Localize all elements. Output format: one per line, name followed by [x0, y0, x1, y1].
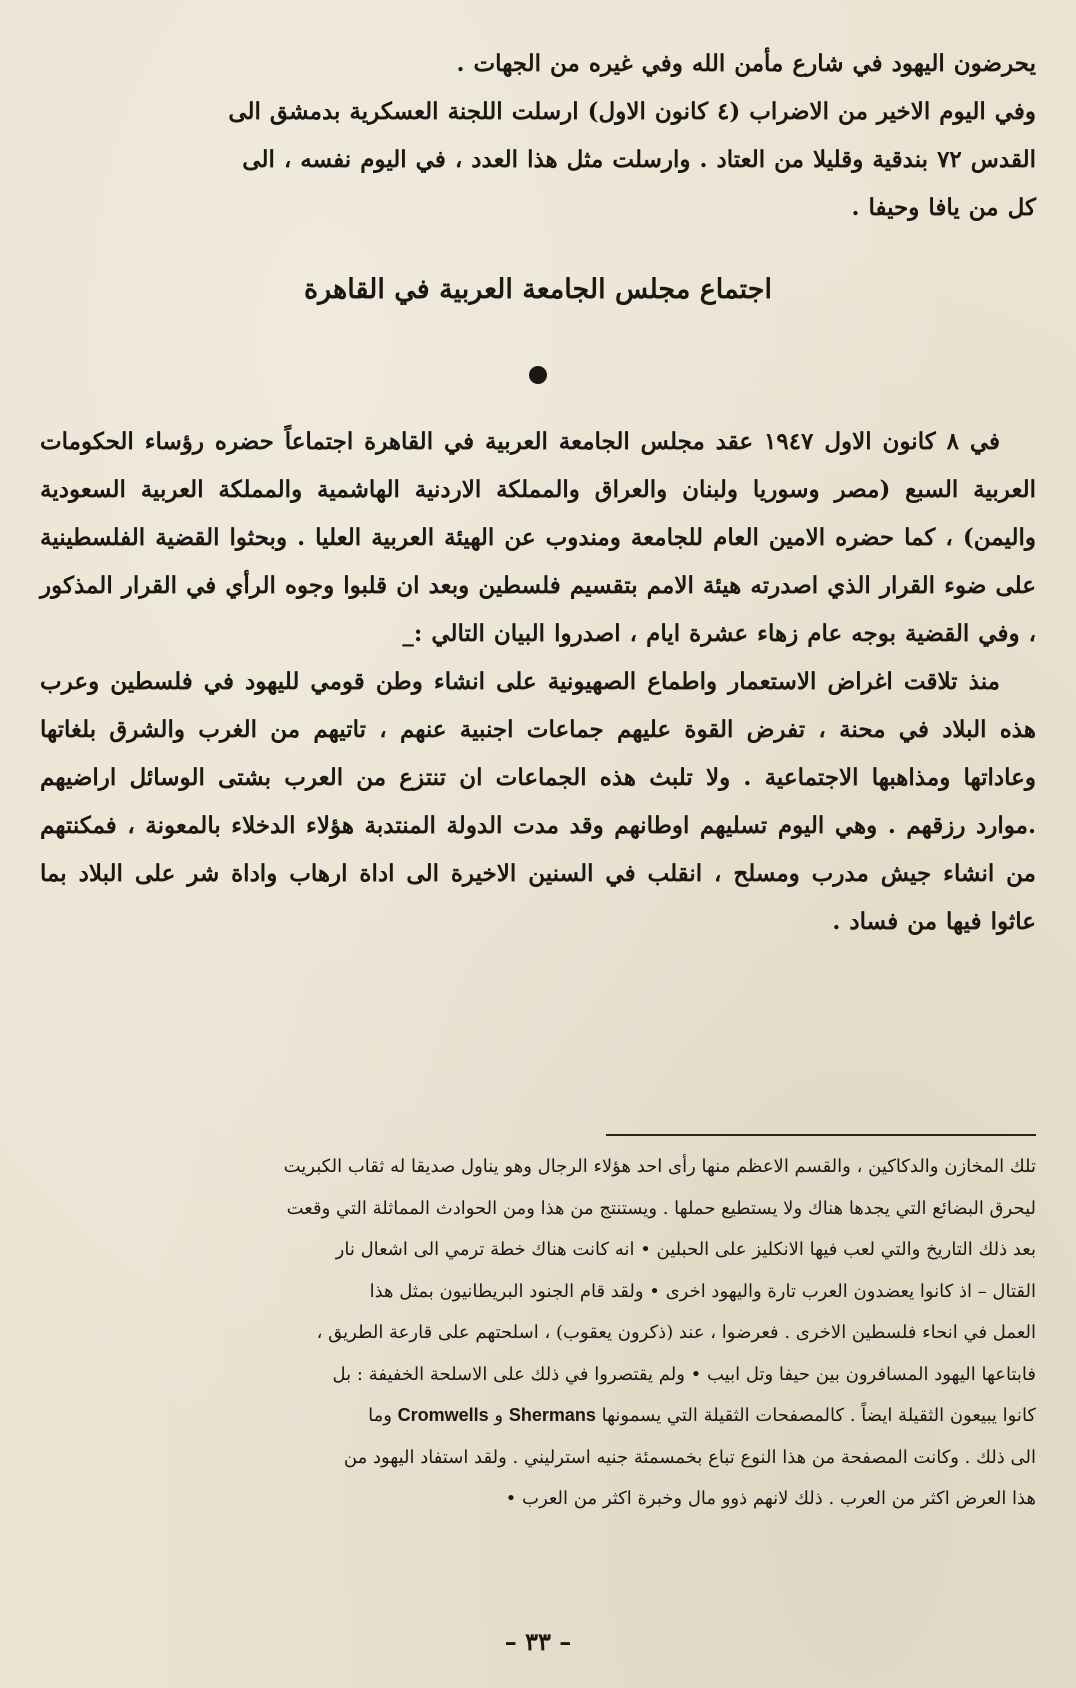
footnote-block	[40, 1146, 1036, 1520]
footnote-text: و	[494, 1405, 504, 1426]
footnote-line: هذا العرض اكثر من العرب . ذلك لانهم ذوو مال وخبرة اكثر من العرب •	[505, 1488, 1036, 1509]
heading-dot-ornament	[529, 366, 547, 384]
footnote-text: كانوا يبيعون الثقيلة ايضاً . كالمصفحات الثقيلة التي يسمونها	[601, 1405, 1036, 1426]
footnote-line: فابتاعها اليهود المسافرون بين حيفا وتل ابيب • ولم يقتصروا في ذلك على الاسلحة الخفيفة : بل	[332, 1363, 1036, 1385]
body-text	[40, 418, 1036, 946]
intro-line: القدس ٧٢ بندقية وقليلا من العتاد . وارسلت مثل هذا العدد ، في اليوم نفسه ، الى	[242, 146, 1036, 173]
footnote-line: العمل في انحاء فلسطين الاخرى . فعرضوا ، عند (ذكرون يعقوب) ، اسلحتهم على قارعة الطريق ،	[316, 1322, 1036, 1343]
intro-line: وفي اليوم الاخير من الاضراب (٤ كانون الاول) ارسلت اللجنة العسكرية بدمشق الى	[228, 98, 1036, 125]
footnote-divider	[606, 1134, 1036, 1136]
intro-line: يحرضون اليهود في شارع مأمن الله وفي غيره من الجهات .	[456, 50, 1036, 77]
footnote-line: الى ذلك . وكانت المصفحة من هذا النوع تباع بخمسمئة جنيه استرليني . ولقد استفاد اليهود من	[343, 1446, 1036, 1468]
footnote-text: وما	[368, 1405, 392, 1426]
footnote-line: القتال – اذ كانوا يعضدون العرب تارة واليهود اخرى • ولقد قام الجنود البريطانيون بمثل هذا	[369, 1280, 1036, 1302]
section-heading: اجتماع مجلس الجامعة العربية في القاهرة	[304, 274, 772, 305]
page-number: – ٣٣ –	[504, 1627, 572, 1656]
footnote-line-with-latin	[40, 1395, 1036, 1437]
footnote-line: تلك المخازن والدكاكين ، والقسم الاعظم منها رأى احد هؤلاء الرجال وهو يناول صديقا له ثقاب الكبريت	[283, 1156, 1036, 1177]
body-paragraph-1: في ٨ كانون الاول ١٩٤٧ عقد مجلس الجامعة العربية في القاهرة اجتماعاً حضره رؤساء الحكومات العربية السبع (مصر وسوريا ولبنان والعراق والمملكة الاردنية الهاشمية والمملكة العربية السعودية واليمن) ، كما حضره الامين العام للجامعة ومندوب عن الهيئة العربية العليا . وبحثوا القضية الفلسطينية على ضوء القرار الذي اصدرته هيئة الامم بتقسيم فلسطين وبعد ان قلبوا وجوه الرأي في القرار المذكور ، وفي القضية بوجه عام زهاء عشرة ايام ، اصدروا البيان التالي :_	[40, 428, 1036, 647]
intro-paragraph	[40, 40, 1036, 232]
footnote-line: بعد ذلك التاريخ والتي لعب فيها الانكليز على الحبلين • انه كانت هناك خطة ترمي الى اشعال نار	[335, 1239, 1036, 1260]
intro-line: كل من يافا وحيفا .	[851, 194, 1036, 221]
footnote-latin-term: Shermans	[508, 1405, 596, 1425]
body-paragraph-2: منذ تلاقت اغراض الاستعمار واطماع الصهيونية على انشاء وطن قومي لليهود في فلسطين وعرب هذه البلاد في محنة ، تفرض القوة عليهم جماعات اجنبية عنهم ، تاتيهم من الغرب والشرق بلغاتها وعاداتها ومذاهبها الاجتماعية . ولا تلبث هذه الجماعات ان تنتزع من العرب بشتى الوسائل اراضيهم .موارد رزقهم . وهي اليوم تسليهم اوطانهم وقد مدت الدولة المنتدبة هؤلاء الدخلاء بالمعونة ، فمكنتهم من انشاء جيش مدرب ومسلح ، انقلب في السنين الاخيرة الى اداة ارهاب واداة شر على البلاد بما عاثوا فيها من فساد .	[40, 668, 1036, 935]
footnote-line: ليحرق البضائع التي يجدها هناك ولا يستطيع حملها . ويستنتج من هذا ومن الحوادث المماثلة التي وقعت	[286, 1197, 1036, 1219]
footnote-latin-term: Cromwells	[397, 1405, 489, 1425]
